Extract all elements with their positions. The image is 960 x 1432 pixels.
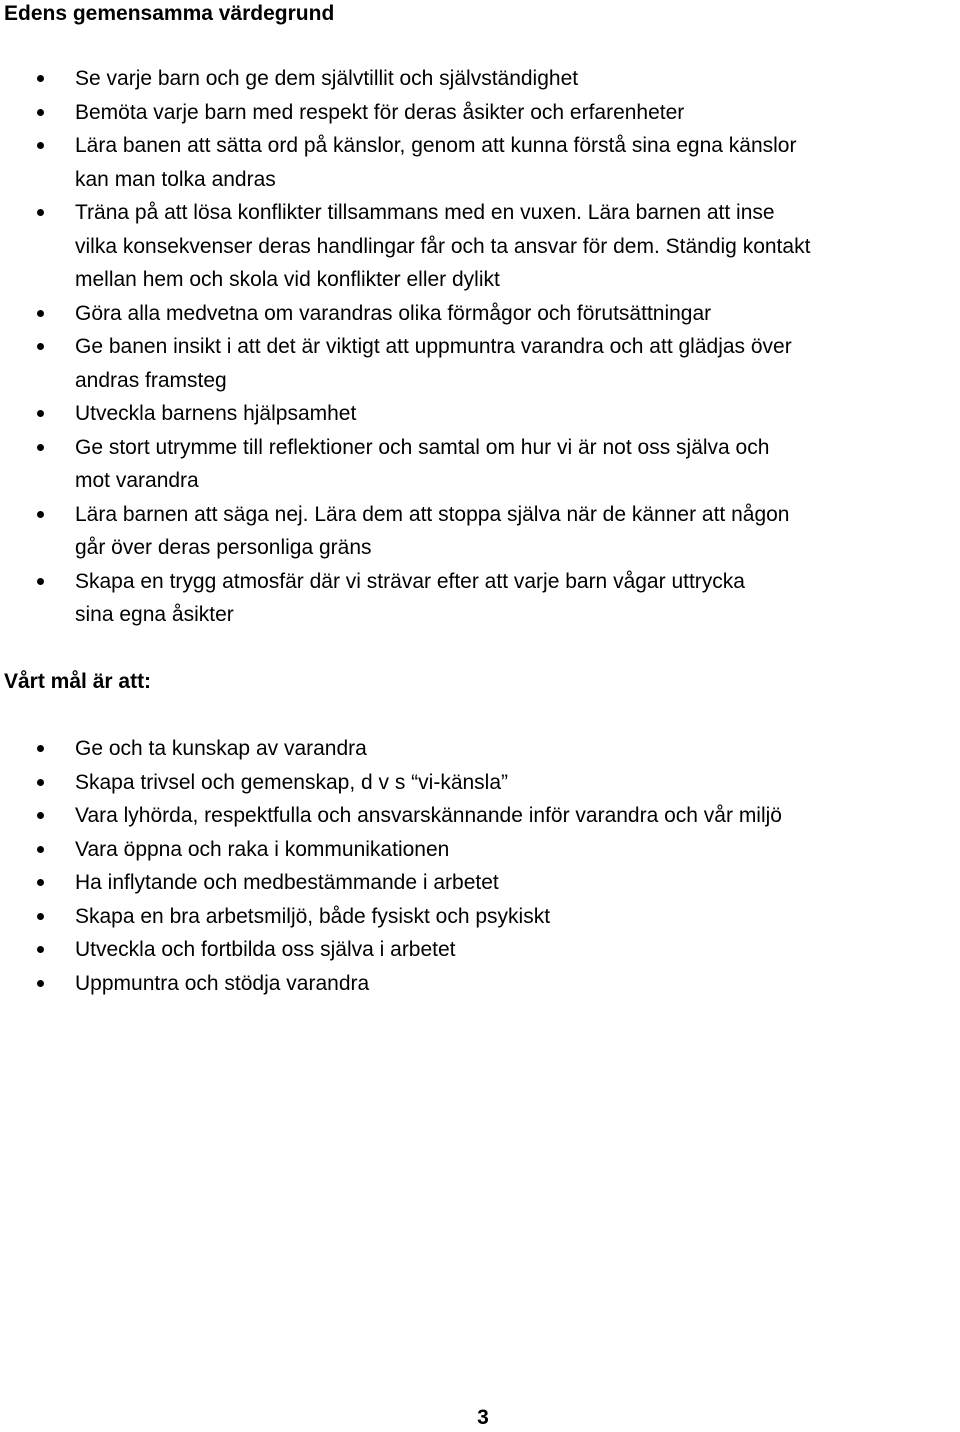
- list-item-line: Lära barnen att säga nej. Lära dem att stoppa själva när de känner att någon: [75, 502, 790, 526]
- bullet-icon: [37, 946, 44, 953]
- bullet-icon: [37, 779, 44, 786]
- list-item: [0, 799, 960, 833]
- goals-list: [0, 732, 960, 1000]
- list-item-line: Ha inflytande och medbestämmande i arbetet: [75, 871, 499, 894]
- list-item-line: Skapa en trygg atmosfär där vi strävar efter att varje barn vågar uttrycka: [75, 569, 745, 593]
- list-item-line: Vara öppna och raka i kommunikationen: [75, 837, 450, 861]
- bullet-icon: [37, 209, 44, 216]
- list-item-line: Ge banen insikt i att det är viktigt att uppmuntra varandra och att glädjas över: [75, 335, 792, 358]
- bullet-icon: [37, 444, 44, 451]
- list-item: [0, 833, 960, 867]
- list-item: [0, 330, 960, 397]
- list-item-line: Skapa en bra arbetsmiljö, både fysiskt och psykiskt: [75, 904, 551, 928]
- bullet-icon: [37, 410, 44, 417]
- list-item: [0, 62, 960, 96]
- bullet-icon: [37, 879, 44, 886]
- bullet-icon: [37, 578, 44, 585]
- bullet-icon: [37, 812, 44, 819]
- list-item-line: Se varje barn och ge dem självtillit och självständighet: [75, 67, 579, 90]
- bullet-icon: [37, 913, 44, 920]
- list-item-line: Utveckla barnens hjälpsamhet: [75, 402, 357, 425]
- list-item: [0, 96, 960, 130]
- list-item-line: Skapa trivsel och gemenskap, d v s “vi-känsla”: [75, 770, 509, 794]
- list-item-line: Göra alla medvetna om varandras olika förmågor och förutsättningar: [75, 301, 712, 325]
- list-item-line: går över deras personliga gräns: [75, 536, 372, 559]
- values-list: [0, 62, 960, 632]
- bullet-icon: [37, 980, 44, 987]
- list-item-line: andras framsteg: [75, 368, 227, 392]
- list-item-line: vilka konsekvenser deras handlingar får och ta ansvar för dem. Ständig kontakt: [75, 234, 811, 258]
- list-item: [0, 129, 960, 196]
- list-item-line: sina egna åsikter: [75, 603, 234, 626]
- list-item-line: Ge stort utrymme till reflektioner och samtal om hur vi är not oss själva och: [75, 435, 770, 459]
- list-item-line: Uppmuntra och stödja varandra: [75, 971, 370, 995]
- goals-heading: Vårt mål är att:: [4, 670, 152, 693]
- list-item: [0, 297, 960, 331]
- list-item: [0, 397, 960, 431]
- bullet-icon: [37, 846, 44, 853]
- list-item: [0, 967, 960, 1001]
- list-item: [0, 196, 960, 297]
- list-item-line: mellan hem och skola vid konflikter eller dylikt: [75, 268, 500, 291]
- list-item-line: kan man tolka andras: [75, 167, 276, 191]
- list-item: [0, 766, 960, 800]
- bullet-icon: [37, 109, 44, 116]
- list-item: [0, 431, 960, 498]
- bullet-icon: [37, 142, 44, 149]
- bullet-icon: [37, 511, 44, 518]
- list-item-line: Ge och ta kunskap av varandra: [75, 737, 367, 760]
- list-item-line: Träna på att lösa konflikter tillsammans med en vuxen. Lära barnen att inse: [75, 201, 775, 224]
- bullet-icon: [37, 75, 44, 82]
- list-item-line: Vara lyhörda, respektfulla och ansvarskännande inför varandra och vår miljö: [75, 804, 782, 827]
- list-item: [0, 498, 960, 565]
- bullet-icon: [37, 745, 44, 752]
- list-item-line: Utveckla och fortbilda oss själva i arbetet: [75, 938, 456, 961]
- list-item-line: Bemöta varje barn med respekt för deras åsikter och erfarenheter: [75, 100, 685, 124]
- list-item-line: mot varandra: [75, 469, 199, 492]
- list-item: [0, 565, 960, 632]
- list-item: [0, 900, 960, 934]
- bullet-icon: [37, 343, 44, 350]
- list-item: [0, 933, 960, 967]
- page-number: 3: [477, 1406, 489, 1429]
- list-item: [0, 732, 960, 766]
- list-item-line: Lära banen att sätta ord på känslor, genom att kunna förstå sina egna känslor: [75, 134, 797, 157]
- values-heading: Edens gemensamma värdegrund: [4, 2, 335, 25]
- bullet-icon: [37, 310, 44, 317]
- list-item: [0, 866, 960, 900]
